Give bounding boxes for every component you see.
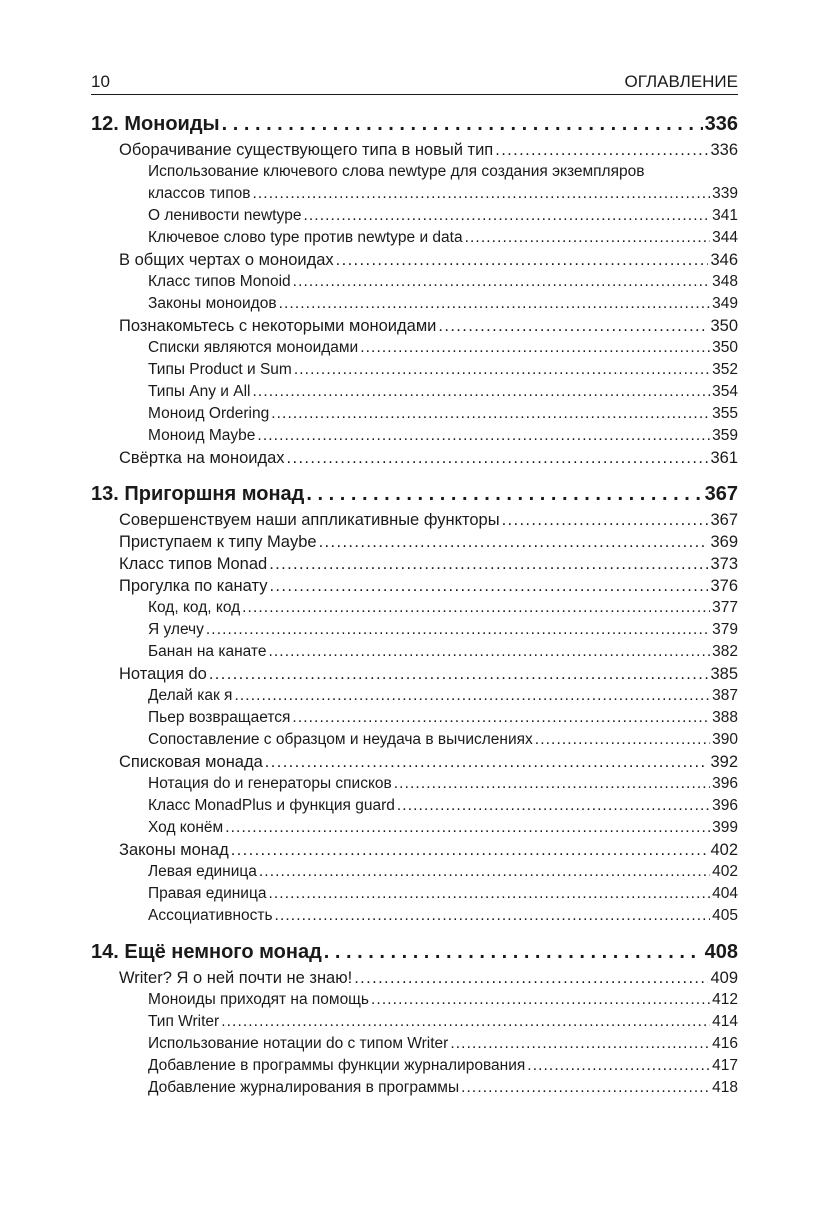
toc-subsection[interactable]: [91, 685, 738, 707]
toc-subsection[interactable]: [91, 293, 738, 315]
page-number: 10: [91, 72, 110, 91]
toc-entry-page: 414: [712, 1013, 738, 1030]
toc-leader-dots: [527, 1055, 710, 1077]
toc-entry-page: 373: [710, 555, 738, 573]
toc-entry-title: Законы монад: [119, 841, 229, 859]
toc-entry-page: 367: [704, 483, 738, 505]
toc-leader-dots: [268, 641, 710, 663]
toc-leader-dots: [275, 905, 711, 927]
toc-entry-title: Списки являются моноидами: [148, 339, 359, 356]
toc-leader-dots: [371, 989, 710, 1011]
toc-entry-title: Банан на канате: [148, 643, 267, 660]
toc-entry-page: 402: [712, 863, 738, 880]
toc-entry-page: 396: [712, 775, 738, 792]
toc-subsection[interactable]: [91, 403, 738, 425]
toc-entry-title: Использование ключевого слова newtype для создания экземпляров: [148, 163, 645, 180]
toc-entry-title: Добавление журналирования в программы: [148, 1079, 460, 1096]
toc-entry-title: Типы Any и All: [148, 383, 251, 400]
toc-leader-dots: [450, 1033, 710, 1055]
toc-subsection[interactable]: [91, 861, 738, 883]
toc-entry-page: 385: [710, 665, 738, 683]
toc-subsection[interactable]: [91, 359, 738, 381]
toc-entry-title: Типы Product и Sum: [148, 361, 292, 378]
toc-entry-title: Делай как я: [148, 687, 233, 704]
toc-section[interactable]: [91, 751, 738, 773]
toc-entry-page: 409: [710, 969, 738, 987]
toc-entry-title: Класс типов Monad: [119, 555, 268, 573]
toc-entry-page: 361: [710, 449, 738, 467]
toc-subsection[interactable]: [91, 905, 738, 927]
toc-entry-page: 367: [710, 511, 738, 529]
toc-entry-title: Списковая монада: [119, 753, 263, 771]
toc-leader-dots: [397, 795, 710, 817]
toc-entry-title: Ход конём: [148, 819, 224, 836]
toc-entry-page: 418: [712, 1079, 738, 1096]
toc-leader-dots: [438, 315, 708, 337]
toc-leader-dots: [257, 425, 710, 447]
toc-subsection[interactable]: [91, 641, 738, 663]
toc-leader-dots: [206, 619, 710, 641]
toc-leader-dots: [336, 249, 709, 271]
toc-subsection[interactable]: [91, 227, 738, 249]
toc-entry-page: 350: [712, 339, 738, 356]
toc-leader-dots: [271, 403, 710, 425]
toc-section[interactable]: [91, 139, 738, 161]
toc-entry-title: Моноид Maybe: [148, 427, 256, 444]
toc-chapter-13[interactable]: [91, 480, 738, 509]
toc-leader-dots: [319, 531, 709, 553]
toc-page: [91, 70, 738, 1099]
toc-entry-title: 14. Ещё немного монад: [91, 941, 322, 963]
toc-leader-dots: [502, 509, 709, 531]
toc-entry-title: Я улечу: [148, 621, 204, 638]
toc-entry-page: 350: [710, 317, 738, 335]
running-title: ОГЛАВЛЕНИЕ: [624, 72, 738, 91]
toc-entry-title: О ленивости newtype: [148, 207, 302, 224]
toc-entry-page: 396: [712, 797, 738, 814]
toc-entry-title: В общих чертах о моноидах: [119, 251, 334, 269]
toc-leader-dots: [221, 1011, 710, 1033]
toc-subsection[interactable]: [91, 883, 738, 905]
toc-subsection[interactable]: [91, 1011, 738, 1033]
toc-subsection[interactable]: [91, 183, 738, 205]
toc-leader-dots: [242, 597, 710, 619]
toc-leader-dots: [259, 861, 710, 883]
toc-entry-page: 355: [712, 405, 738, 422]
toc-subsection[interactable]: [91, 619, 738, 641]
toc-leader-dots: [306, 480, 702, 509]
toc-leader-dots: [287, 447, 709, 469]
toc-subsection[interactable]: [91, 729, 738, 751]
toc-section[interactable]: [91, 509, 738, 531]
toc-entry-title: классов типов: [148, 185, 251, 202]
toc-leader-dots: [535, 729, 710, 751]
toc-leader-dots: [461, 1077, 710, 1099]
toc-entry-title: Использование нотации do с типом Writer: [148, 1035, 449, 1052]
toc-leader-dots: [222, 110, 703, 139]
toc-entry-title: Сопоставление с образцом и неудача в вычислениях: [148, 731, 533, 748]
toc-entry-page: 348: [712, 273, 738, 290]
toc-entry-page: 346: [710, 251, 738, 269]
toc-entry-page: 344: [712, 229, 738, 246]
toc-subsection[interactable]: [91, 773, 738, 795]
toc-subsection[interactable]: [91, 205, 738, 227]
header-rule: [91, 94, 738, 95]
toc-section[interactable]: [91, 839, 738, 861]
toc-leader-dots: [360, 337, 710, 359]
toc-chapter-14[interactable]: [91, 938, 738, 967]
toc-leader-dots: [294, 359, 710, 381]
toc-leader-dots: [354, 967, 708, 989]
toc-entry-title: 12. Моноиды: [91, 113, 220, 135]
toc-entry-page: 404: [712, 885, 738, 902]
toc-leader-dots: [324, 938, 703, 967]
toc-entry-page: 412: [712, 991, 738, 1008]
toc-entry-page: 376: [710, 577, 738, 595]
toc-entry-page: 408: [704, 941, 738, 963]
toc-entry-page: 341: [712, 207, 738, 224]
toc-subsection[interactable]: [91, 817, 738, 839]
toc-entry-page: 416: [712, 1035, 738, 1052]
toc-section[interactable]: [91, 249, 738, 271]
toc-entry-title: Свёртка на моноидах: [119, 449, 285, 467]
toc-entry-page: 336: [704, 113, 738, 135]
toc-entry-page: 352: [712, 361, 738, 378]
toc-subsection[interactable]: [91, 337, 738, 359]
toc-subsection[interactable]: [91, 1055, 738, 1077]
toc-subsection[interactable]: [91, 271, 738, 293]
toc-entry-page: 354: [712, 383, 738, 400]
toc-entry-title: Код, код, код: [148, 599, 241, 616]
toc-entry-title: Пьер возвращается: [148, 709, 291, 726]
toc-leader-dots: [293, 271, 710, 293]
toc-leader-dots: [209, 663, 709, 685]
toc-subsection[interactable]: [91, 1077, 738, 1099]
toc-leader-dots: [225, 817, 710, 839]
toc-entry-page: 392: [710, 753, 738, 771]
toc-leader-dots: [265, 751, 709, 773]
toc-entry-page: 402: [710, 841, 738, 859]
toc-entry-title: Класс типов Monoid: [148, 273, 291, 290]
toc-subsection-line1[interactable]: [91, 161, 738, 183]
toc-entry-title: Добавление в программы функции журналирования: [148, 1057, 526, 1074]
toc-section[interactable]: [91, 575, 738, 597]
toc-subsection[interactable]: [91, 795, 738, 817]
toc-leader-dots: [279, 293, 711, 315]
toc-entry-page: 379: [712, 621, 738, 638]
toc-leader-dots: [303, 205, 710, 227]
toc-section[interactable]: [91, 967, 738, 989]
toc-leader-dots: [252, 183, 710, 205]
toc-entry-title: Моноиды приходят на помощь: [148, 991, 370, 1008]
toc-leader-dots: [269, 553, 708, 575]
toc-entry-page: 390: [712, 731, 738, 748]
toc-leader-dots: [253, 381, 711, 403]
toc-leader-dots: [231, 839, 709, 861]
toc-entry-page: 382: [712, 643, 738, 660]
toc-subsection[interactable]: [91, 1033, 738, 1055]
toc-entry-page: 339: [712, 185, 738, 202]
toc-leader-dots: [495, 139, 708, 161]
toc-subsection[interactable]: [91, 597, 738, 619]
toc-entry-page: 417: [712, 1057, 738, 1074]
toc-entry-title: Законы моноидов: [148, 295, 277, 312]
toc-section[interactable]: [91, 447, 738, 469]
toc-section[interactable]: [91, 531, 738, 553]
toc-subsection[interactable]: [91, 381, 738, 403]
toc-entry-title: Приступаем к типу Maybe: [119, 533, 317, 551]
toc-subsection[interactable]: [91, 425, 738, 447]
toc-entry-page: 388: [712, 709, 738, 726]
toc-subsection[interactable]: [91, 989, 738, 1011]
toc-entry-page: 377: [712, 599, 738, 616]
toc-entry-page: 349: [712, 295, 738, 312]
toc-entry-title: Нотация do: [119, 665, 207, 683]
toc-leader-dots: [292, 707, 710, 729]
toc-entry-title: 13. Пригоршня монад: [91, 483, 305, 505]
toc-leader-dots: [394, 773, 710, 795]
toc-section[interactable]: [91, 315, 738, 337]
toc-chapter-12[interactable]: [91, 110, 738, 139]
toc-section[interactable]: [91, 663, 738, 685]
toc-entry-title: Writer? Я о ней почти не знаю!: [119, 969, 353, 987]
toc-entry-page: 336: [710, 141, 738, 159]
toc-entry-page: 399: [712, 819, 738, 836]
toc-entry-page: 387: [712, 687, 738, 704]
toc-leader-dots: [234, 685, 710, 707]
toc-subsection[interactable]: [91, 707, 738, 729]
toc-leader-dots: [268, 883, 710, 905]
toc-entry-title: Нотация do и генераторы списков: [148, 775, 392, 792]
toc-entry-title: Моноид Ordering: [148, 405, 270, 422]
toc-section[interactable]: [91, 553, 738, 575]
running-header: [91, 70, 738, 94]
toc-entry-title: Класс MonadPlus и функция guard: [148, 797, 395, 814]
toc-entry-title: Ключевое слово type против newtype и data: [148, 229, 463, 246]
toc-entry-title: Правая единица: [148, 885, 267, 902]
toc-leader-dots: [465, 227, 711, 249]
toc-entry-page: 405: [712, 907, 738, 924]
toc-entry-title: Оборачивание существующего типа в новый тип: [119, 141, 494, 159]
toc-entry-title: Прогулка по канату: [119, 577, 268, 595]
toc-entry-title: Совершенствуем наши аппликативные функторы: [119, 511, 500, 529]
toc-leader-dots: [269, 575, 708, 597]
toc-entry-title: Ассоциативность: [148, 907, 273, 924]
toc-entry-page: 359: [712, 427, 738, 444]
toc-entry-title: Тип Writer: [148, 1013, 220, 1030]
toc-entry-page: 369: [710, 533, 738, 551]
toc-entry-title: Познакомьтесь с некоторыми моноидами: [119, 317, 437, 335]
toc-entry-title: Левая единица: [148, 863, 257, 880]
